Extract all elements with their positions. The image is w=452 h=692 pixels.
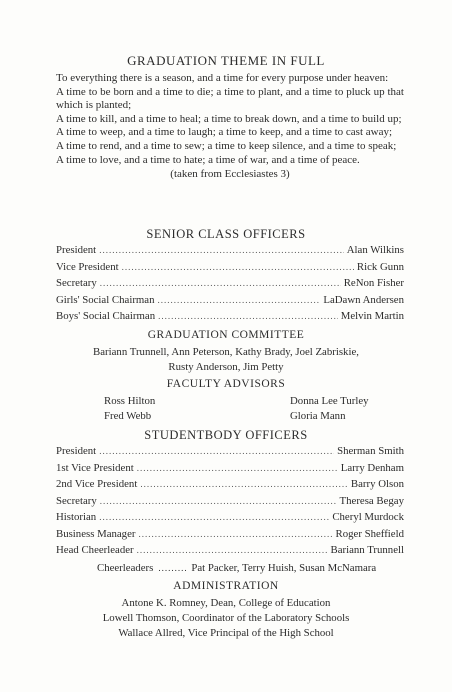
advisors-right-column [290, 394, 369, 423]
cheerleaders-row [97, 562, 404, 574]
administration-line: Wallace Allred, Vice Principal of the High School [118, 627, 334, 639]
advisors-heading: FACULTY ADVISORS [166, 378, 286, 390]
committee-line: Rusty Anderson, Jim Petty [168, 361, 284, 373]
officer-row [56, 310, 404, 327]
officer-row [56, 261, 404, 278]
leader-dots [158, 295, 321, 305]
officer-row [56, 445, 404, 462]
theme-line: A time to love, and a time to hate; a time of war, and a time of peace. [56, 153, 360, 166]
officer-row [56, 528, 404, 545]
administration-line: Antone K. Romney, Dean, College of Education [121, 597, 331, 609]
officer-row [56, 277, 404, 294]
officer-name: Roger Sheffield [335, 527, 404, 540]
officer-row [56, 511, 404, 528]
theme-heading: GRADUATION THEME IN FULL [127, 53, 325, 68]
officer-name: Barry Olson [350, 478, 404, 490]
officer-name: ReNon Fisher [343, 277, 404, 289]
committee-members [0, 345, 452, 375]
administration-line: Lowell Thomson, Coordinator of the Laboratory Schools [102, 612, 350, 624]
officer-role: Boys' Social Chairman [56, 310, 156, 322]
officer-name: Larry Denham [340, 461, 404, 474]
leader-dots [100, 496, 337, 506]
leader-dots [99, 512, 329, 522]
theme-line: A time to kill, and a time to heal; a time to break down, and a time to build up; [56, 112, 402, 125]
officer-role: Historian [56, 511, 97, 523]
advisor-name: Donna Lee Turley [290, 395, 369, 407]
officer-name: Sherman Smith [337, 445, 404, 457]
officer-row [56, 244, 404, 261]
officer-row [56, 544, 404, 561]
advisors-left-column [104, 394, 155, 423]
studentbody-officers-list [56, 445, 404, 561]
officer-role: 1st Vice President [56, 461, 134, 474]
leader-dots [100, 278, 341, 288]
committee-line: Bariann Trunnell, Ann Peterson, Kathy Brady, Joel Zabriskie, [93, 346, 359, 358]
officer-row [56, 294, 404, 311]
officer-row [56, 462, 404, 479]
leader-dots [99, 446, 334, 456]
officer-role: Vice President [56, 260, 119, 273]
senior-officers-heading: SENIOR CLASS OFFICERS [146, 227, 306, 241]
studentbody-heading: STUDENTBODY OFFICERS [144, 428, 308, 442]
senior-officers-list [56, 244, 404, 327]
officer-name: Melvin Martin [340, 310, 404, 322]
officer-role: Secretary [56, 494, 97, 507]
leader-dots [140, 479, 348, 489]
theme-line: A time to rend, and a time to sew; a time to keep silence, and a time to speak; [56, 139, 397, 152]
officer-role: President [56, 244, 97, 256]
officer-name: Rick Gunn [356, 260, 404, 273]
leader-dots [137, 545, 328, 555]
cheerleaders-label: Cheerleaders [97, 562, 154, 574]
officer-role: Girls' Social Chairman [56, 293, 155, 306]
theme-line: A time to weep, and a time to laugh; a time to keep, and a time to cast away; [56, 126, 393, 139]
officer-name: Cheryl Murdock [332, 511, 404, 523]
officer-role: Business Manager [56, 527, 136, 540]
advisor-name: Ross Hilton [104, 395, 156, 407]
administration-list [0, 596, 452, 641]
officer-role: Secretary [56, 277, 97, 289]
officer-row [56, 495, 404, 512]
officer-role: 2nd Vice President [56, 478, 138, 490]
advisor-name: Gloria Mann [290, 409, 346, 422]
theme-text [56, 72, 404, 182]
cheerleaders-names: Pat Packer, Terry Huish, Susan McNamara [191, 562, 377, 574]
officer-row [56, 478, 404, 495]
leader-dots [99, 245, 344, 255]
theme-line: A time to be born and a time to die; a time to plant, and a time to pluck up that which is planted; [56, 85, 404, 112]
officer-name: Bariann Trunnell [330, 544, 404, 556]
leader-dots [122, 262, 354, 272]
officer-name: Alan Wilkins [346, 244, 404, 256]
officer-role: President [56, 445, 97, 457]
officer-name: LaDawn Andersen [323, 293, 404, 306]
officer-name: Theresa Begay [339, 494, 404, 507]
advisor-name: Fred Webb [104, 409, 152, 422]
leader-dots [137, 463, 338, 473]
leader-dots [158, 563, 186, 573]
theme-source: (taken from Ecclesiastes 3) [170, 168, 290, 181]
officer-role: Head Cheerleader [56, 544, 134, 556]
administration-heading: ADMINISTRATION [173, 580, 279, 592]
theme-line: To everything there is a season, and a time for every purpose under heaven: [56, 72, 389, 84]
committee-heading: GRADUATION COMMITTEE [147, 329, 305, 341]
leader-dots [158, 311, 338, 321]
leader-dots [138, 529, 332, 539]
